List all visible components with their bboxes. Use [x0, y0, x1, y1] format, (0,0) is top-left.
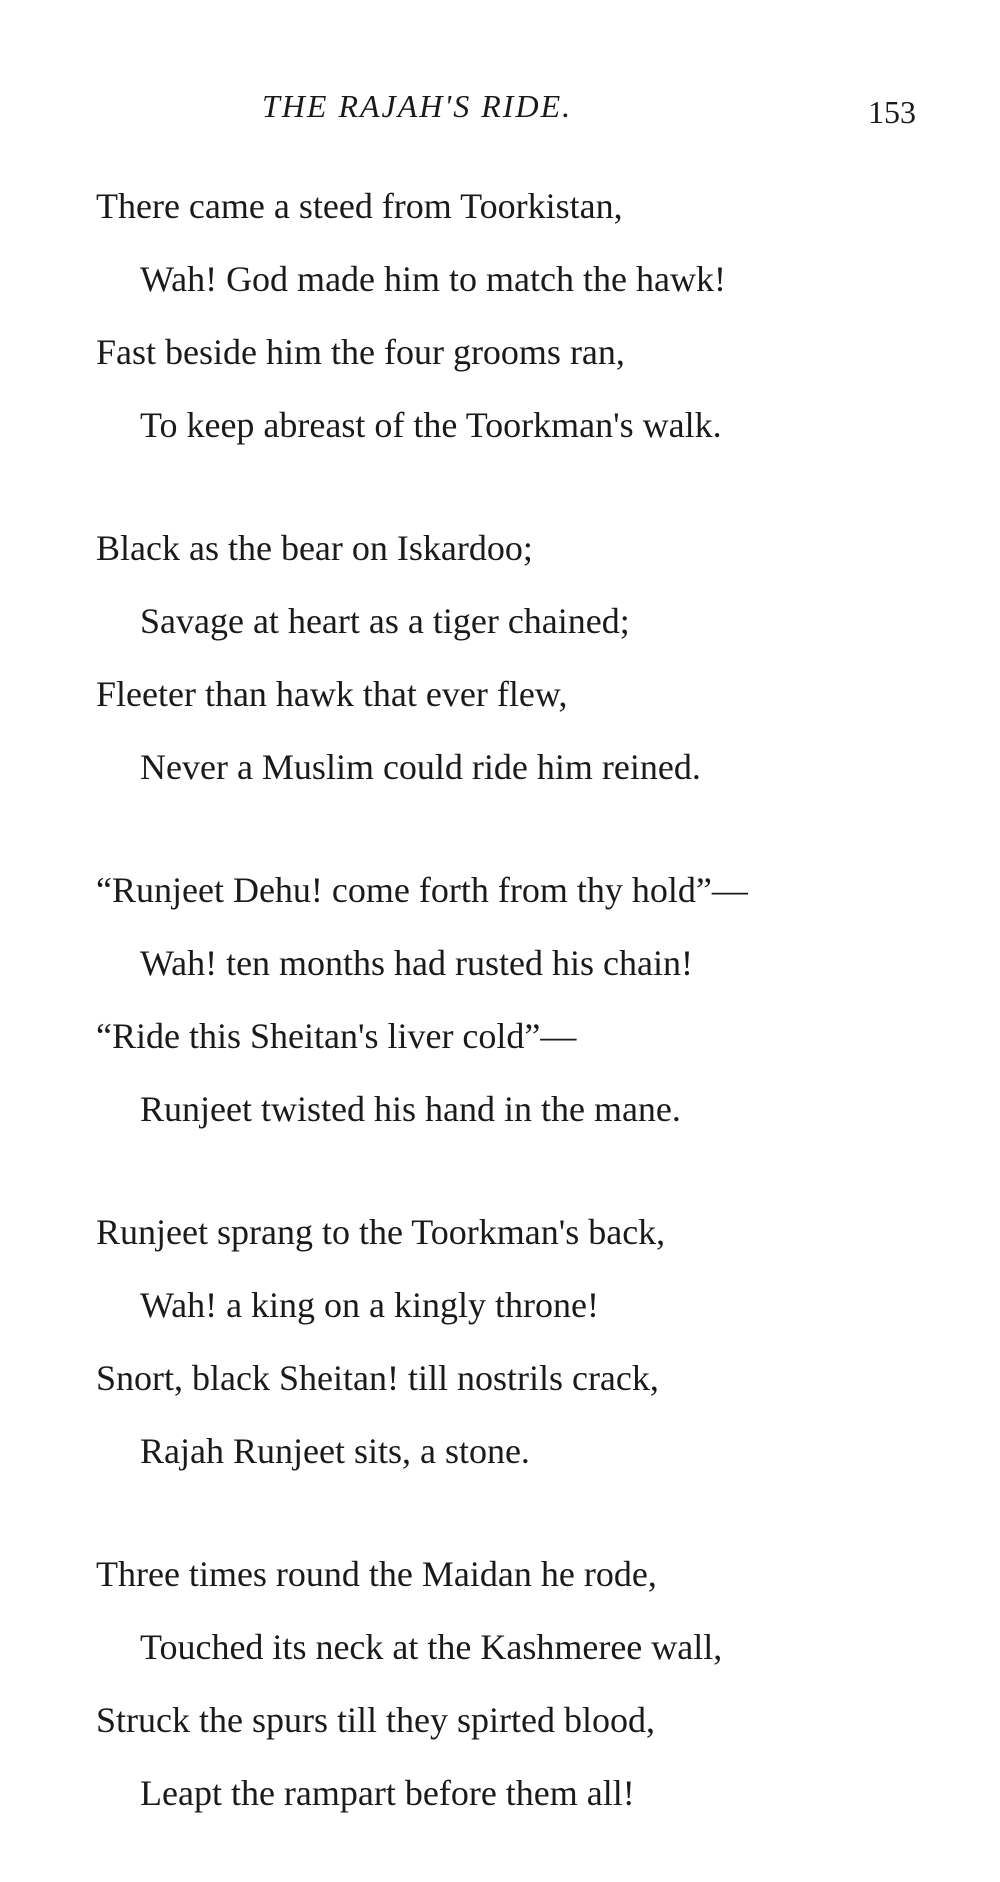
poem-line: Savage at heart as a tiger chained;	[140, 601, 630, 641]
stanza-5	[96, 1538, 976, 1830]
poem-line: Runjeet twisted his hand in the mane.	[140, 1089, 681, 1129]
page-number: 153	[868, 94, 916, 130]
poem-line: “Runjeet Dehu! come forth from thy hold”—	[96, 870, 748, 910]
poem-line: Wah! ten months had rusted his chain!	[140, 943, 693, 983]
stanza-4	[96, 1196, 976, 1488]
poem-line: Never a Muslim could ride him reined.	[140, 747, 701, 787]
poem-line: Snort, black Sheitan! till nostrils crack,	[96, 1358, 659, 1398]
poem-line: Three times round the Maidan he rode,	[96, 1554, 657, 1594]
poem-line: Runjeet sprang to the Toorkman's back,	[96, 1212, 666, 1252]
running-head	[0, 88, 1000, 138]
poem-line: To keep abreast of the Toorkman's walk.	[140, 405, 722, 445]
poem-line: Rajah Runjeet sits, a stone.	[140, 1431, 530, 1471]
stanza-1	[96, 170, 976, 462]
poem-line: Fleeter than hawk that ever flew,	[96, 674, 568, 714]
poem-line: Touched its neck at the Kashmeree wall,	[140, 1627, 723, 1667]
poem-line: “Ride this Sheitan's liver cold”—	[96, 1016, 577, 1056]
poem-line: Struck the spurs till they spirted blood,	[96, 1700, 655, 1740]
running-title: THE RAJAH'S RIDE.	[262, 88, 573, 124]
stanza-3	[96, 854, 976, 1146]
poem-line: Leapt the rampart before them all!	[140, 1773, 635, 1813]
poem-line: There came a steed from Toorkistan,	[96, 186, 623, 226]
poem-line: Black as the bear on Iskardoo;	[96, 528, 533, 568]
poem-line: Wah! a king on a kingly throne!	[140, 1285, 599, 1325]
stanza-2	[96, 512, 976, 804]
poem-line: Fast beside him the four grooms ran,	[96, 332, 625, 372]
poem	[96, 170, 976, 1880]
poem-line: Wah! God made him to match the hawk!	[140, 259, 726, 299]
